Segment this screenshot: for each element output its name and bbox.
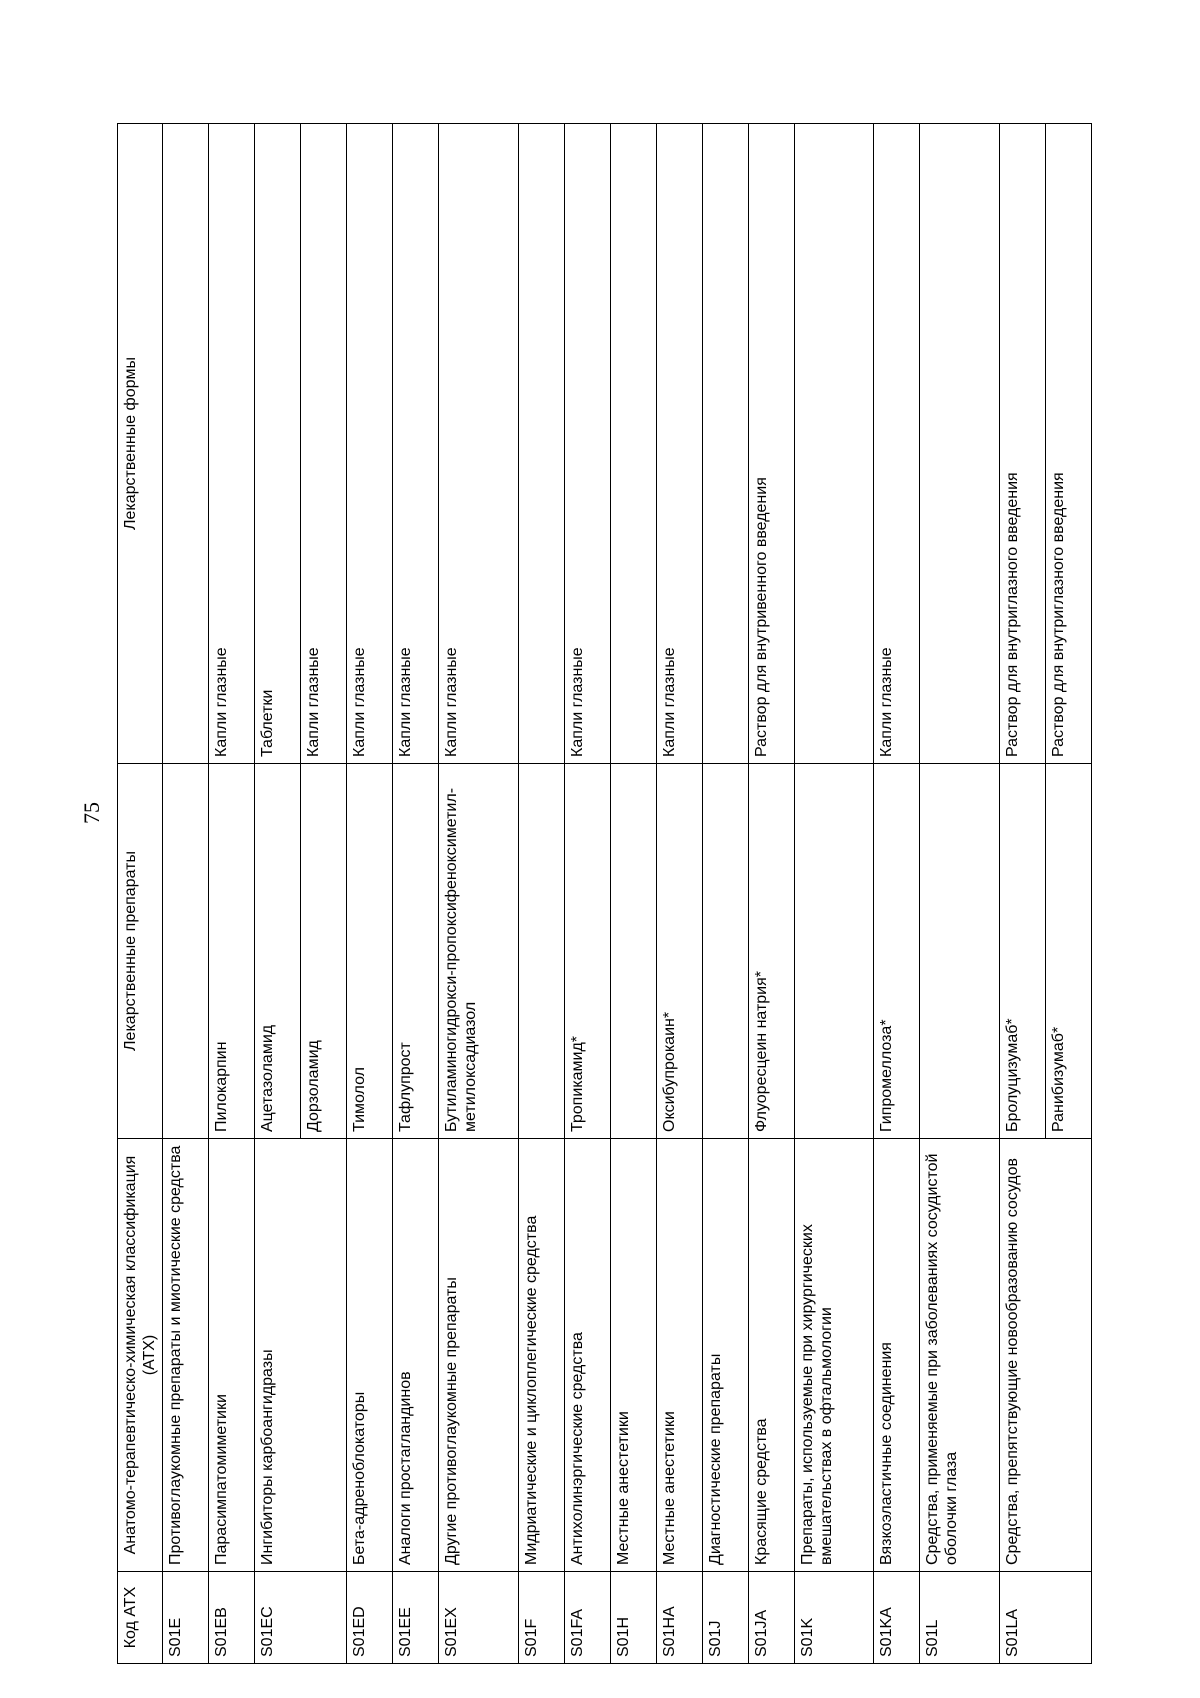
classification-cell: Другие противоглаукомные препараты bbox=[439, 1139, 519, 1572]
table-row bbox=[255, 124, 301, 1664]
classification-cell: Ингибиторы карбоангидразы bbox=[255, 1139, 347, 1572]
page-number: 75 bbox=[79, 802, 104, 824]
atc-code-cell: S01ED bbox=[347, 1572, 393, 1664]
classification-cell: Местные анестетики bbox=[610, 1139, 656, 1572]
form-cell: Раствор для внутриглазного введения bbox=[999, 124, 1045, 764]
drug-cell: Бролуцизумаб* bbox=[999, 764, 1045, 1139]
table-row bbox=[702, 124, 748, 1664]
drug-cell: Дорзоламид bbox=[301, 764, 347, 1139]
atc-code-cell: S01EC bbox=[255, 1572, 347, 1664]
atc-code-cell: S01E bbox=[163, 1572, 209, 1664]
form-cell bbox=[610, 124, 656, 764]
atc-code-cell: S01LA bbox=[999, 1572, 1091, 1664]
classification-cell: Средства, препятствующие новообразованию сосудов bbox=[999, 1139, 1091, 1572]
form-cell: Капли глазные bbox=[564, 124, 610, 764]
table-row bbox=[393, 124, 439, 1664]
atc-code-cell: S01EE bbox=[393, 1572, 439, 1664]
table-row bbox=[209, 124, 255, 1664]
drug-cell bbox=[794, 764, 874, 1139]
drug-cell bbox=[702, 764, 748, 1139]
classification-cell: Препараты, используемые при хирургических вмешательствах в офтальмологии bbox=[794, 1139, 874, 1572]
table-row bbox=[920, 124, 1000, 1664]
header-forms: Лекарственные формы bbox=[118, 124, 163, 764]
classification-cell: Местные анестетики bbox=[656, 1139, 702, 1572]
drug-cell: Пилокарпин bbox=[209, 764, 255, 1139]
drug-cell: Ацетазоламид bbox=[255, 764, 301, 1139]
drug-cell: Тропикамид* bbox=[564, 764, 610, 1139]
table-row bbox=[610, 124, 656, 1664]
drug-cell bbox=[610, 764, 656, 1139]
atc-table bbox=[117, 123, 1092, 1664]
table-row bbox=[347, 124, 393, 1664]
form-cell: Капли глазные bbox=[209, 124, 255, 764]
atc-code-cell: S01FA bbox=[564, 1572, 610, 1664]
drug-cell: Ранибизумаб* bbox=[1045, 764, 1091, 1139]
drug-cell: Бутиламиногидрокси-пропоксифеноксиметил-метилоксадиазол bbox=[439, 764, 519, 1139]
table-row bbox=[794, 124, 874, 1664]
form-cell: Капли глазные bbox=[393, 124, 439, 764]
classification-cell: Аналоги простагландинов bbox=[393, 1139, 439, 1572]
form-cell: Капли глазные bbox=[874, 124, 920, 764]
header-classification: Анатомо-терапевтическо-химическая классификация (АТХ) bbox=[118, 1139, 163, 1572]
drug-cell: Тимолол bbox=[347, 764, 393, 1139]
form-cell bbox=[794, 124, 874, 764]
atc-code-cell: S01J bbox=[702, 1572, 748, 1664]
form-cell: Раствор для внутриглазного введения bbox=[1045, 124, 1091, 764]
atc-table-sheet bbox=[117, 124, 1092, 1664]
atc-code-cell: S01EX bbox=[439, 1572, 519, 1664]
header-drugs: Лекарственные препараты bbox=[118, 764, 163, 1139]
classification-cell: Противоглаукомные препараты и миотические средства bbox=[163, 1139, 209, 1572]
classification-cell: Бета-адреноблокаторы bbox=[347, 1139, 393, 1572]
table-row bbox=[518, 124, 564, 1664]
form-cell: Раствор для внутривенного введения bbox=[748, 124, 794, 764]
drug-cell: Оксибупрокаин* bbox=[656, 764, 702, 1139]
atc-code-cell: S01L bbox=[920, 1572, 1000, 1664]
drug-cell: Тафлупрост bbox=[393, 764, 439, 1139]
table-row bbox=[163, 124, 209, 1664]
drug-cell bbox=[518, 764, 564, 1139]
classification-cell: Парасимпатомиметики bbox=[209, 1139, 255, 1572]
table-row bbox=[874, 124, 920, 1664]
form-cell: Капли глазные bbox=[301, 124, 347, 764]
table-row bbox=[999, 124, 1045, 1664]
table-row bbox=[656, 124, 702, 1664]
classification-cell: Антихолинэргические средства bbox=[564, 1139, 610, 1572]
form-cell bbox=[518, 124, 564, 764]
form-cell bbox=[702, 124, 748, 764]
form-cell: Капли глазные bbox=[439, 124, 519, 764]
atc-code-cell: S01JA bbox=[748, 1572, 794, 1664]
table-row bbox=[439, 124, 519, 1664]
classification-cell: Средства, применяемые при заболеваниях сосудистой оболочки глаза bbox=[920, 1139, 1000, 1572]
classification-cell: Мидриатические и циклоплегические средства bbox=[518, 1139, 564, 1572]
form-cell: Капли глазные bbox=[347, 124, 393, 764]
classification-cell: Вязкоэластичные соединения bbox=[874, 1139, 920, 1572]
drug-cell: Гипромеллоза* bbox=[874, 764, 920, 1139]
form-cell bbox=[163, 124, 209, 764]
form-cell: Капли глазные bbox=[656, 124, 702, 764]
table-row bbox=[748, 124, 794, 1664]
atc-code-cell: S01K bbox=[794, 1572, 874, 1664]
header-code: Код АТХ bbox=[118, 1572, 163, 1664]
atc-code-cell: S01KA bbox=[874, 1572, 920, 1664]
form-cell bbox=[920, 124, 1000, 764]
drug-cell bbox=[920, 764, 1000, 1139]
atc-code-cell: S01H bbox=[610, 1572, 656, 1664]
drug-cell: Флуоресцеин натрия* bbox=[748, 764, 794, 1139]
classification-cell: Диагностические препараты bbox=[702, 1139, 748, 1572]
atc-code-cell: S01F bbox=[518, 1572, 564, 1664]
classification-cell: Красящие средства bbox=[748, 1139, 794, 1572]
atc-code-cell: S01HA bbox=[656, 1572, 702, 1664]
atc-code-cell: S01EB bbox=[209, 1572, 255, 1664]
drug-cell bbox=[163, 764, 209, 1139]
form-cell: Таблетки bbox=[255, 124, 301, 764]
table-header-row bbox=[118, 124, 163, 1664]
table-row bbox=[564, 124, 610, 1664]
